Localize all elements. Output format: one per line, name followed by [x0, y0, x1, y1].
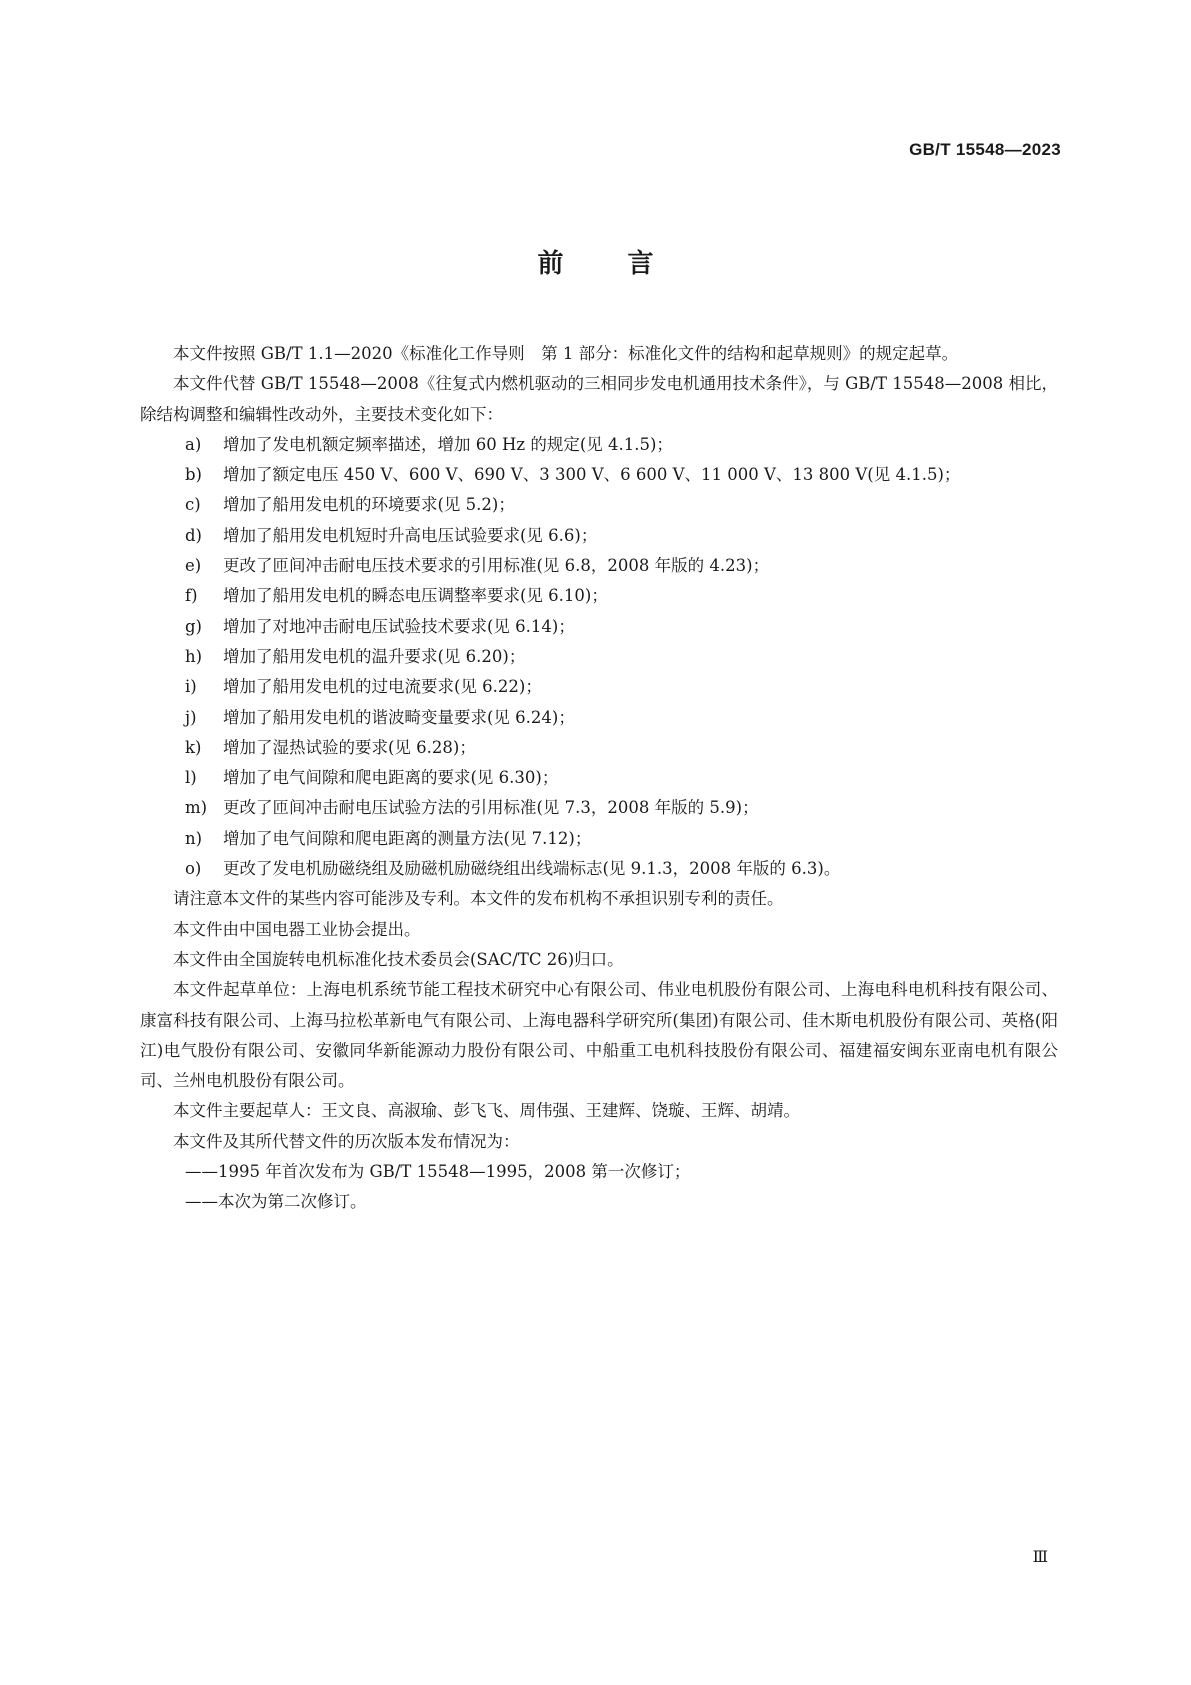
list-item-mark: g) [185, 616, 202, 636]
list-item [185, 430, 1058, 460]
list-item-mark: o) [185, 859, 202, 879]
list-item-mark: f) [185, 586, 198, 606]
paragraph-replacement: 本文件代替 GB/T 15548—2008《往复式内燃机驱动的三相同步发电机通用技术条件》，与 GB/T 15548—2008 相比，除结构调整和编辑性改动外，主要技术变化如下： [140, 374, 1058, 424]
list-item-text: 增加了发电机额定频率描述，增加 60 Hz 的规定(见 4.1.5)； [223, 434, 673, 454]
list-item-text: 更改了发电机励磁绕组及励磁机励磁绕组出线端标志(见 9.1.3，2008 年版的 6.3)。 [223, 859, 841, 879]
list-item [185, 490, 1058, 520]
list-item-mark: b) [185, 465, 202, 485]
standard-code: GB/T 15548—2023 [909, 140, 1061, 159]
list-item-mark: i) [185, 677, 197, 697]
list-item [185, 460, 1058, 490]
history-item: ——本次为第二次修订。 [185, 1192, 367, 1212]
history-item: ——1995 年首次发布为 GB/T 15548—1995，2008 第一次修订； [185, 1162, 691, 1182]
list-item-text: 更改了匝间冲击耐电压技术要求的引用标准(见 6.8，2008 年版的 4.23)； [223, 556, 770, 576]
page-number: Ⅲ [1032, 1547, 1048, 1566]
list-item [185, 672, 1058, 702]
list-item [185, 581, 1058, 611]
list-item-mark: k) [185, 737, 202, 757]
list-item [185, 793, 1058, 823]
list-item [185, 612, 1058, 642]
paragraph-drafting-basis: 本文件按照 GB/T 1.1—2020《标准化工作导则 第 1 部分：标准化文件的结构和起草规则》的规定起草。 [173, 344, 959, 363]
paragraph-history-intro: 本文件及其所代替文件的历次版本发布情况为： [173, 1131, 520, 1151]
list-item-text: 增加了湿热试验的要求(见 6.28)； [223, 737, 476, 757]
list-item [185, 521, 1058, 551]
list-item-mark: c) [185, 495, 201, 515]
list-item [185, 854, 1058, 884]
document-body [140, 339, 1058, 1218]
list-item-mark: h) [185, 646, 203, 666]
list-item-mark: j) [185, 707, 197, 727]
list-item [185, 763, 1058, 793]
list-item-text: 增加了船用发电机的温升要求(见 6.20)； [223, 646, 526, 666]
list-item-text: 增加了船用发电机的过电流要求(见 6.22)； [223, 677, 542, 697]
list-item-text: 增加了船用发电机短时升高电压试验要求(见 6.6)； [223, 525, 598, 545]
list-item-mark: n) [185, 828, 203, 848]
list-item-mark: d) [185, 525, 202, 545]
list-item-text: 增加了船用发电机的谐波畸变量要求(见 6.24)； [223, 707, 575, 727]
list-item-mark: m) [185, 798, 208, 818]
list-item-text: 增加了电气间隙和爬电距离的要求(见 6.30)； [223, 768, 559, 788]
list-item-text: 更改了匝间冲击耐电压试验方法的引用标准(见 7.3，2008 年版的 5.9)； [223, 798, 759, 818]
list-item-text: 增加了对地冲击耐电压试验技术要求(见 6.14)； [223, 616, 575, 636]
paragraph-patent-notice: 请注意本文件的某些内容可能涉及专利。本文件的发布机构不承担识别专利的责任。 [173, 889, 784, 909]
paragraph-proposer: 本文件由中国电器工业协会提出。 [173, 919, 421, 939]
list-item-text: 增加了额定电压 450 V、600 V、690 V、3 300 V、6 600 V、11 000 V、13 800 V(见 4.1.5)； [223, 465, 961, 485]
list-item [185, 642, 1058, 672]
changes-list [140, 430, 1058, 884]
list-item-text: 增加了电气间隙和爬电距离的测量方法(见 7.12)； [223, 828, 592, 848]
page-title: 前言 [537, 249, 718, 279]
list-item-mark: a) [185, 434, 202, 454]
list-item-text: 增加了船用发电机的环境要求(见 5.2)； [223, 495, 515, 515]
list-item [185, 551, 1058, 581]
list-item-mark: l) [185, 768, 197, 788]
list-item-mark: e) [185, 556, 202, 576]
list-item [185, 824, 1058, 854]
paragraph-drafters: 本文件主要起草人：王文良、高淑瑜、彭飞飞、周伟强、王建辉、饶璇、王辉、胡靖。 [173, 1101, 800, 1121]
list-item [185, 733, 1058, 763]
list-item-text: 增加了船用发电机的瞬态电压调整率要求(见 6.10)； [223, 586, 608, 606]
paragraph-drafting-units: 本文件起草单位：上海电机系统节能工程技术研究中心有限公司、伟业电机股份有限公司、上海电科电机科技有限公司、康富科技有限公司、上海马拉松革新电气有限公司、上海电器科学研究所(集团)有限公司、佳木斯电机股份有限公司、英格(阳江)电气股份有限公司、安徽同华新能源动力股份有限公司、中船重工电机科技股份有限公司、福建福安闽东亚南电机有限公司、兰州电机股份有限公司。 [140, 980, 1058, 1091]
list-item [185, 703, 1058, 733]
paragraph-committee: 本文件由全国旋转电机标准化技术委员会(SAC/TC 26)归口。 [173, 949, 624, 969]
